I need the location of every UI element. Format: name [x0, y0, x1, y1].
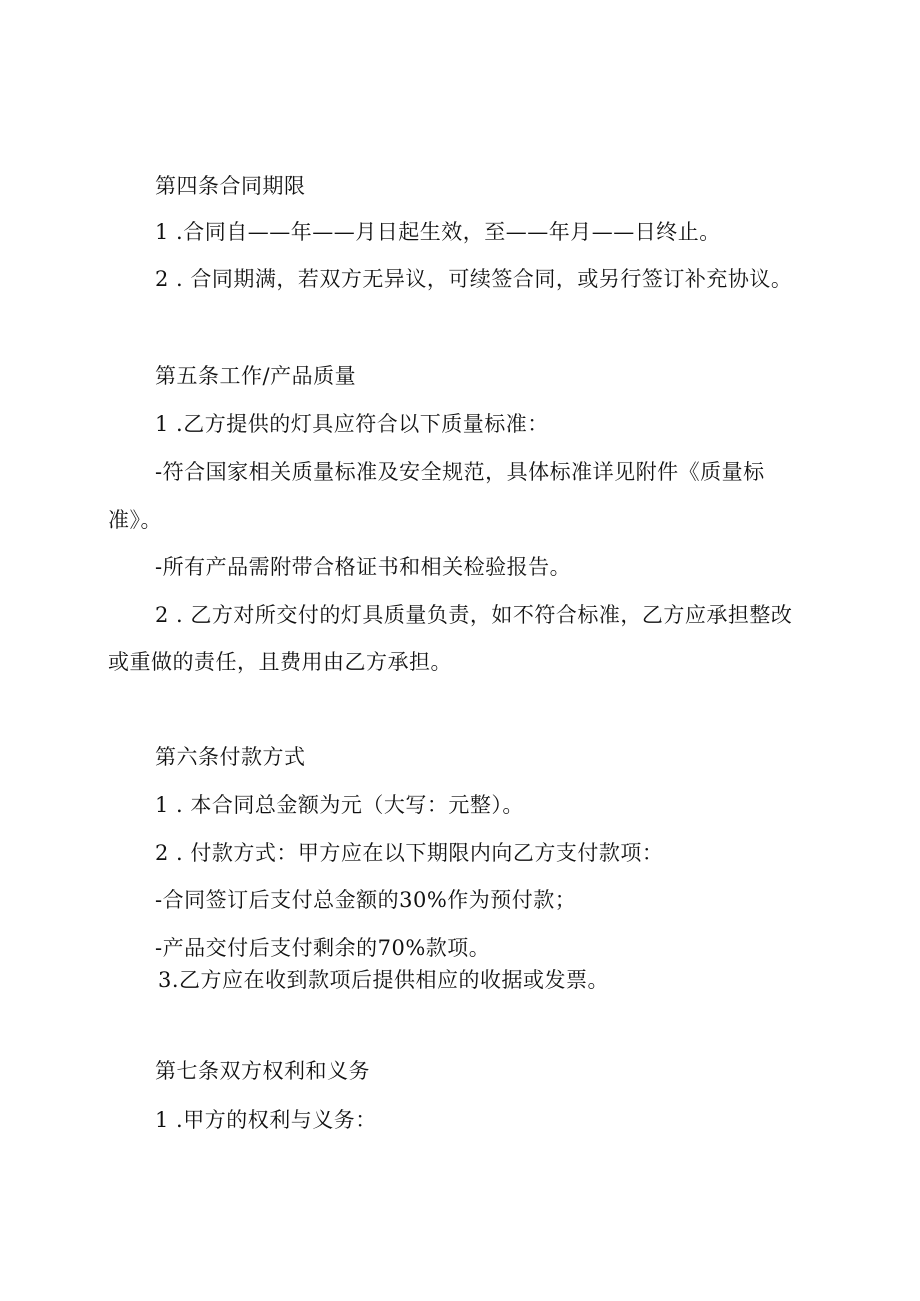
- clause-line: 2 . 付款方式：甲方应在以下期限内向乙方支付款项：: [155, 841, 664, 865]
- clause-line: 或重做的责任，且费用由乙方承担。: [108, 650, 452, 674]
- clause-line: -产品交付后支付剩余的70%款项。: [155, 936, 491, 960]
- section-heading-quality: 第五条工作/产品质量: [155, 364, 357, 388]
- clause-line: 2 . 合同期满，若双方无异议，可续签合同，或另行签订补充协议。: [155, 267, 793, 291]
- section-heading-rights: 第七条双方权利和义务: [155, 1059, 370, 1083]
- clause-line: 1 .甲方的权利与义务：: [155, 1108, 377, 1132]
- clause-line: 1 .乙方提供的灯具应符合以下质量标准：: [155, 412, 549, 436]
- clause-line: -符合国家相关质量标准及安全规范，具体标准详见附件《质量标: [155, 460, 765, 484]
- clause-line: 1 . 本合同总金额为元（大写：元整）。: [155, 793, 524, 817]
- clause-line: 3.乙方应在收到款项后提供相应的收据或发票。: [158, 968, 610, 992]
- section-heading-term: 第四条合同期限: [155, 174, 306, 198]
- clause-line: 准》。: [108, 508, 162, 532]
- clause-line: 1 .合同自——年——月日起生效，至——年月——日终止。: [155, 220, 721, 244]
- clause-line: -合同签订后支付总金额的30%作为预付款；: [155, 888, 577, 912]
- section-heading-payment: 第六条付款方式: [155, 745, 306, 769]
- clause-line: 2 . 乙方对所交付的灯具质量负责，如不符合标准，乙方应承担整改: [155, 603, 793, 627]
- clause-line: -所有产品需附带合格证书和相关检验报告。: [155, 555, 572, 579]
